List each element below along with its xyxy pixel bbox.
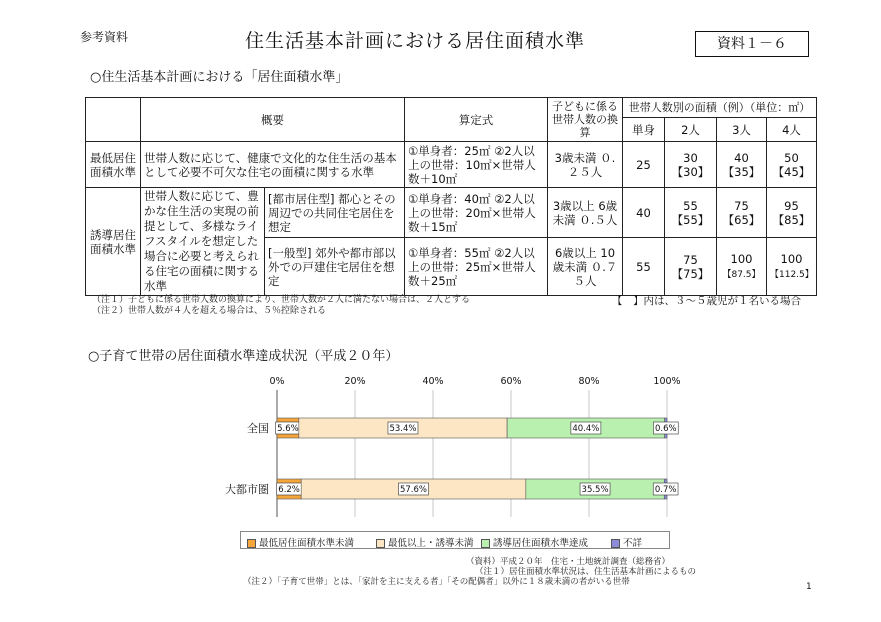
general-4p-value: 100 bbox=[780, 251, 803, 266]
legend-swatch bbox=[481, 539, 490, 548]
urban-type-description: [都市居住型] 都心とその周辺での共同住宅居住を想定 bbox=[265, 188, 405, 238]
legend-item bbox=[611, 535, 642, 549]
child-conversion-6to10: 6歳以上 10歳未満 ０.７５人 bbox=[548, 238, 623, 296]
document-id-box: 資料１－６ bbox=[695, 31, 809, 57]
child-conversion-3to6: 3歳以上 6歳未満 ０.５人 bbox=[548, 188, 623, 238]
x-tick-label: 60% bbox=[500, 376, 522, 387]
x-tick-label: 80% bbox=[578, 376, 600, 387]
general-3p-value: 100 bbox=[730, 251, 753, 266]
min-2p-bracket: 【30】 bbox=[671, 164, 710, 179]
general-formula: ①単身者：55㎡ ②2人以上の世帯：25㎡×世帯人数＋25㎡ bbox=[405, 238, 548, 296]
reference-label: 参考資料 bbox=[80, 30, 129, 44]
category-label: 大都市圏 bbox=[225, 483, 269, 496]
four-person-header: 4人 bbox=[767, 118, 817, 142]
general-2p-cell bbox=[665, 238, 717, 296]
category-label: 全国 bbox=[247, 422, 269, 435]
urban-4p-bracket: 【85】 bbox=[772, 212, 811, 227]
urban-3p-value: 75 bbox=[734, 198, 749, 213]
min-standard-overview: 世帯人数に応じて、健康で文化的な住生活の基本として必要不可欠な住宅の面積に関する水準 bbox=[141, 142, 405, 188]
legend-item bbox=[481, 535, 588, 549]
page-number: 1 bbox=[806, 582, 812, 592]
child-conversion-header: 子どもに係る世帯人数の換算 bbox=[548, 98, 623, 142]
general-4p-cell bbox=[767, 238, 817, 296]
general-single-value: 55 bbox=[623, 238, 665, 296]
data-label: 53.4% bbox=[389, 424, 417, 434]
data-label: 6.2% bbox=[278, 485, 300, 495]
table-note-1: （注１）子どもに係る世帯人数の換算により、世帯人数が２人に満たない場合は、２人とする bbox=[92, 295, 471, 305]
min-standard-label: 最低居住面積水準 bbox=[86, 142, 141, 188]
legend-label: 最低以上・誘導未満 bbox=[388, 538, 474, 549]
urban-2p-bracket: 【55】 bbox=[671, 212, 710, 227]
bracket-note: 【 】内は、３～５歳児が１名いる場合 bbox=[612, 295, 801, 307]
min-2p-cell bbox=[665, 142, 717, 188]
urban-4p-value: 95 bbox=[784, 198, 799, 213]
table-note-2: （注２）世帯人数が４人を超える場合は、５％控除される bbox=[92, 306, 327, 316]
data-label: 0.7% bbox=[654, 485, 677, 495]
general-type-description: [一般型] 郊外や都市部以外での戸建住宅居住を想定 bbox=[265, 238, 405, 296]
legend-swatch bbox=[247, 539, 256, 548]
general-2p-bracket: 【75】 bbox=[671, 266, 710, 281]
legend-item bbox=[247, 535, 354, 549]
urban-3p-bracket: 【65】 bbox=[722, 212, 761, 227]
data-label: 5.6% bbox=[277, 424, 299, 434]
guide-standard-overview: 世帯人数に応じて、豊かな住生活の実現の前提として、多様なライフスタイルを想定した場合に必要と考えられる住宅の面積に関する水準 bbox=[141, 188, 265, 296]
urban-3p-cell bbox=[717, 188, 767, 238]
achievement-chart bbox=[225, 372, 690, 532]
legend-swatch bbox=[611, 539, 620, 548]
overview-header: 概要 bbox=[141, 98, 405, 142]
urban-formula: ①単身者：40㎡ ②2人以上の世帯：20㎡×世帯人数＋15㎡ bbox=[405, 188, 548, 238]
three-person-header: 3人 bbox=[717, 118, 767, 142]
urban-4p-cell bbox=[767, 188, 817, 238]
source-line-1: （資料）平成２０年 住宅・土地統計調査（総務省） bbox=[466, 557, 671, 567]
urban-2p-cell bbox=[665, 188, 717, 238]
two-person-header: 2人 bbox=[665, 118, 717, 142]
min-3p-cell bbox=[717, 142, 767, 188]
general-3p-cell bbox=[717, 238, 767, 296]
urban-single-value: 40 bbox=[623, 188, 665, 238]
data-label: 35.5% bbox=[581, 485, 609, 495]
chart-legend bbox=[240, 531, 670, 549]
single-header: 単身 bbox=[623, 118, 665, 142]
min-4p-value: 50 bbox=[784, 150, 799, 165]
guide-standard-label: 誘導居住面積水準 bbox=[86, 188, 141, 296]
general-2p-value: 75 bbox=[683, 252, 698, 267]
standards-table bbox=[85, 97, 817, 296]
x-tick-label: 20% bbox=[344, 376, 366, 387]
general-4p-bracket: 【112.5】 bbox=[770, 269, 814, 280]
x-tick-label: 40% bbox=[422, 376, 444, 387]
formula-header: 算定式 bbox=[405, 98, 548, 142]
section2-heading: ○子育て世帯の居住面積水準達成状況（平成２０年） bbox=[88, 349, 399, 364]
min-single-value: 25 bbox=[623, 142, 665, 188]
x-tick-label: 0% bbox=[269, 376, 285, 387]
min-standard-formula: ①単身者：25㎡ ②2人以上の世帯：10㎡×世帯人数＋10㎡ bbox=[405, 142, 548, 188]
x-tick-label: 100% bbox=[653, 376, 681, 387]
general-3p-bracket: 【87.5】 bbox=[722, 269, 761, 280]
min-3p-bracket: 【35】 bbox=[722, 164, 761, 179]
data-label: 40.4% bbox=[572, 424, 600, 434]
legend-swatch bbox=[376, 539, 385, 548]
document-title: 住生活基本計画における居住面積水準 bbox=[245, 30, 586, 52]
data-label: 57.6% bbox=[399, 485, 428, 495]
area-header: 世帯人数別の面積（例）（単位：㎡） bbox=[623, 98, 817, 118]
legend-item bbox=[376, 535, 474, 549]
min-4p-bracket: 【45】 bbox=[772, 164, 811, 179]
urban-2p-value: 55 bbox=[683, 198, 698, 213]
section1-heading: ○住生活基本計画における「居住面積水準」 bbox=[90, 70, 349, 85]
legend-label: 最低居住面積水準未満 bbox=[259, 538, 355, 549]
data-label: 0.6% bbox=[655, 424, 677, 434]
empty-header-cell bbox=[86, 98, 141, 142]
legend-label: 誘導居住面積水準達成 bbox=[493, 538, 589, 549]
min-4p-cell bbox=[767, 142, 817, 188]
source-line-2: （注１）居住面積水準状況は、住生活基本計画によるもの bbox=[475, 567, 697, 577]
child-conversion-under3: 3歳未満 ０.２５人 bbox=[548, 142, 623, 188]
min-2p-value: 30 bbox=[683, 150, 698, 165]
legend-label: 不詳 bbox=[623, 538, 643, 549]
min-3p-value: 40 bbox=[734, 150, 749, 165]
source-line-3: （注２）「子育て世帯」とは、「家計を主に支える者」「その配偶者」以外に１８歳未満の者がいる世帯 bbox=[243, 577, 630, 587]
